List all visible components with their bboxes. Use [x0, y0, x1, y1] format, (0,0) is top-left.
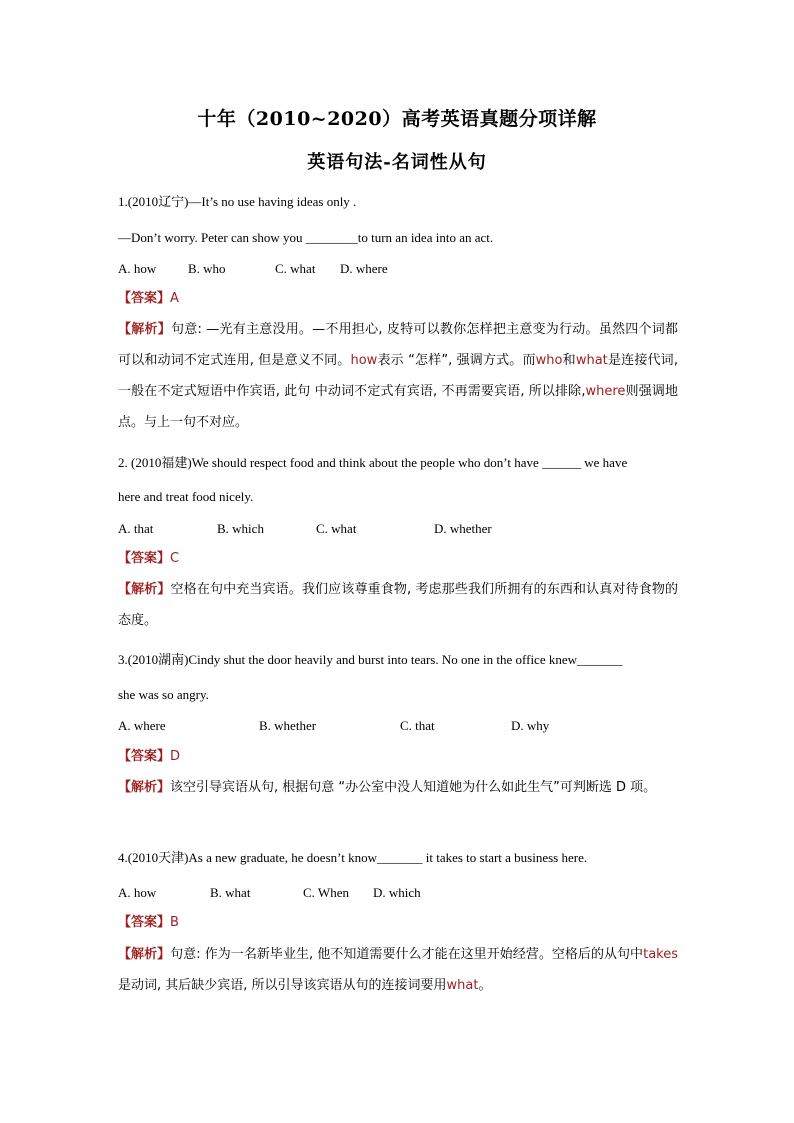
q1-analysis-keyword: who	[535, 353, 563, 368]
q1-analysis-keyword: what	[575, 353, 608, 368]
q3-answer	[118, 750, 180, 763]
analysis-label: 【解析】	[118, 322, 171, 337]
q3-option-a: A. where	[118, 718, 166, 733]
q4-analysis-keyword: what	[446, 978, 479, 993]
analysis-label: 【解析】	[118, 780, 171, 795]
q2-options	[118, 522, 492, 535]
q1-analysis	[118, 314, 678, 438]
q2-option-d: D. whether	[434, 521, 492, 536]
q2-analysis	[118, 574, 678, 636]
answer-label: 【答案】	[118, 915, 171, 930]
q1-option-b: B. who	[188, 261, 226, 276]
q1-analysis-keyword: how	[350, 353, 378, 368]
q1-analysis-text: 则强调地点。与上一句不对应。	[118, 384, 678, 430]
q1-analysis-text: 和	[562, 353, 576, 368]
q1-option-d: D. where	[340, 261, 388, 276]
q2-option-b: B. which	[217, 521, 264, 536]
q3-analysis-text: 该空引导宾语从句, 根据句意 “办公室中没人知道她为什么如此生气”可判断选 D 项。	[170, 780, 657, 795]
q1-answer	[118, 292, 179, 305]
q4-options	[118, 886, 421, 899]
q2-option-c: C. what	[316, 521, 357, 536]
q4-option-d: D. which	[373, 885, 421, 900]
analysis-label: 【解析】	[118, 582, 171, 597]
q1-analysis-keyword: where	[585, 384, 626, 399]
q1-analysis-text: 表示 “怎样”, 强调方式。而	[377, 353, 536, 368]
q2-analysis-text: 空格在句中充当宾语。我们应该尊重食物, 考虑那些我们所拥有的东西和认真对待食物的态度。	[118, 582, 678, 628]
q1-answer-value: A	[170, 291, 179, 306]
q2-option-a: A. that	[118, 521, 154, 536]
page-subtitle: 英语句法-名词性从句	[307, 152, 487, 173]
q1-options	[118, 262, 388, 275]
q1-stem-line1: 1.(2010辽宁)—It’s no use having ideas only .	[118, 194, 357, 209]
q2-stem-line2: here and treat food nicely.	[118, 489, 254, 504]
q4-analysis	[118, 939, 678, 1001]
q4-answer	[118, 916, 179, 929]
q3-option-c: C. that	[400, 718, 435, 733]
q2-answer	[118, 552, 179, 565]
q2-answer-value: C	[170, 551, 180, 566]
q2-stem-line1: 2. (2010福建)We should respect food and think about the people who don’t have ______ we have	[118, 455, 628, 470]
answer-label: 【答案】	[118, 551, 171, 566]
q4-option-a: A. how	[118, 885, 157, 900]
q3-option-d: D. why	[511, 718, 550, 733]
q4-analysis-text: 。	[478, 978, 492, 993]
q3-options	[118, 719, 549, 732]
q1-analysis-text: 是连接代词, 一般在不定式短语中作宾语, 此句 中动词不定式有宾语, 不再需要宾语, 所以排除,	[118, 353, 678, 399]
answer-label: 【答案】	[118, 749, 171, 764]
page-title: 十年（2010~2020）高考英语真题分项详解	[197, 108, 597, 130]
analysis-label: 【解析】	[118, 947, 171, 962]
q4-option-b: B. what	[210, 885, 251, 900]
q3-stem-line1: 3.(2010湖南)Cindy shut the door heavily and burst into tears. No one in the office knew_______	[118, 652, 623, 667]
q3-option-b: B. whether	[259, 718, 317, 733]
q4-option-c: C. When	[303, 885, 349, 900]
q4-analysis-text: 句意: 作为一名新毕业生, 他不知道需要什么才能在这里开始经营。空格后的从句中	[170, 947, 644, 962]
q4-stem-line1: 4.(2010天津)As a new graduate, he doesn’t know_______ it takes to start a business here.	[118, 850, 588, 865]
q1-stem-line2: —Don’t worry. Peter can show you ________to turn an idea into an act.	[118, 230, 494, 245]
q4-analysis-text: 是动词, 其后缺少宾语, 所以引导该宾语从句的连接词要用	[118, 978, 447, 993]
q1-analysis-text: 句意: —光有主意没用。—不用担心, 皮特可以教你怎样把主意变为行动。虽然四个词都可以和动词不定式连用, 但是意义不同。	[118, 322, 678, 368]
answer-label: 【答案】	[118, 291, 171, 306]
q1-option-a: A. how	[118, 261, 157, 276]
q1-option-c: C. what	[275, 261, 316, 276]
q4-analysis-keyword: takes	[643, 947, 678, 962]
q3-stem-line2: she was so angry.	[118, 687, 209, 702]
q4-answer-value: B	[170, 915, 179, 930]
q3-answer-value: D	[170, 749, 181, 764]
q3-analysis	[118, 772, 678, 803]
